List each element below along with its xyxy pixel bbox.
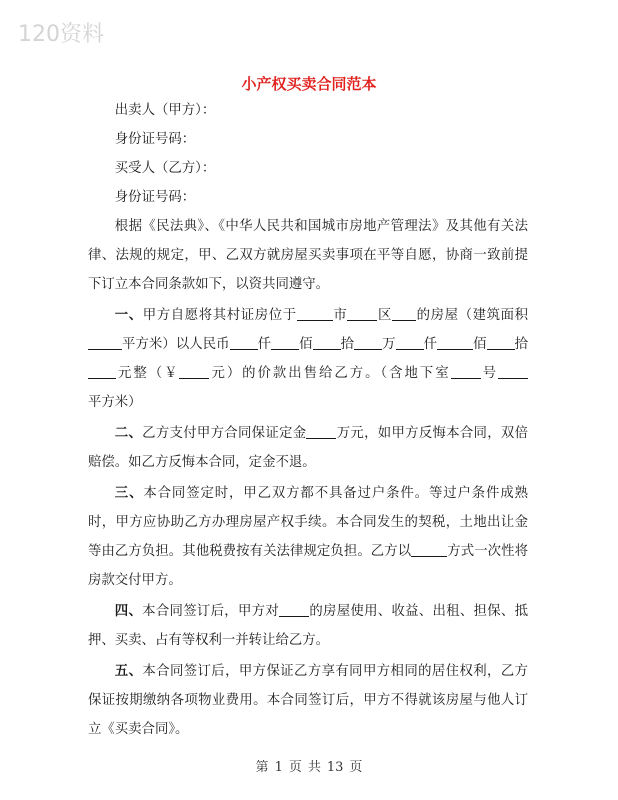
document-title: 小产权买卖合同范本 bbox=[241, 75, 377, 93]
clause-text: 拾 bbox=[340, 337, 355, 352]
clause-text: 乙方支付甲方合同保证定金 bbox=[142, 426, 307, 441]
clause-text: 平方米） bbox=[88, 395, 142, 410]
buyer-line: 买受人（乙方）： bbox=[114, 161, 216, 176]
clause-number: 四、 bbox=[114, 604, 143, 619]
clause-number: 二、 bbox=[114, 426, 143, 441]
blank-field bbox=[411, 542, 447, 557]
clause-3 bbox=[88, 479, 528, 595]
blank-field bbox=[306, 424, 336, 439]
clause-number: 一、 bbox=[114, 308, 143, 323]
blank-field bbox=[88, 335, 122, 350]
clause-text: 的房屋（建筑面积 bbox=[416, 308, 529, 323]
blank-field bbox=[437, 335, 445, 350]
page-number: 1 bbox=[274, 760, 283, 775]
clause-text: 万 bbox=[382, 337, 396, 352]
clause-text: 本合同签订后，甲方保证乙方享有同甲方相同的居住权利，乙方保证按期缴纳各项物业费用。本合同签订后，甲方不得就该房屋与他人订立《买卖合同》。 bbox=[88, 664, 529, 737]
clause-text: 方式一次性将房款交付甲方。 bbox=[88, 544, 529, 588]
clause-text: 元）的价款出售给乙方。（含地下室 bbox=[209, 366, 451, 381]
clause-text: 仟 bbox=[423, 337, 438, 352]
blank-field bbox=[179, 364, 209, 379]
blank-field bbox=[498, 364, 528, 379]
blank-field bbox=[230, 335, 258, 350]
blank-field bbox=[279, 602, 309, 617]
clause-2 bbox=[88, 419, 528, 477]
clause-number: 五、 bbox=[114, 664, 143, 679]
clause-text: 佰 bbox=[473, 337, 487, 352]
blank-field bbox=[347, 306, 377, 321]
blank-field bbox=[271, 335, 299, 350]
clause-text: 甲方自愿将其村证房位于 bbox=[142, 308, 297, 323]
blank-field bbox=[354, 335, 382, 350]
clause-5 bbox=[88, 657, 528, 744]
footer-text: 第 bbox=[255, 760, 269, 775]
clause-number: 三、 bbox=[114, 486, 144, 501]
footer-text: 页 bbox=[288, 760, 302, 775]
blank-field bbox=[451, 364, 481, 379]
clause-text: 平方米）以人民币 bbox=[122, 337, 230, 352]
clause-text: 区 bbox=[377, 308, 393, 323]
blank-field bbox=[396, 335, 424, 350]
clause-text: 本合同签订后，甲方对 bbox=[142, 604, 280, 619]
seller-line: 出卖人（甲方）： bbox=[114, 103, 216, 118]
blank-field bbox=[445, 335, 473, 350]
clause-text: 仟 bbox=[257, 337, 272, 352]
footer-text: 共 bbox=[307, 760, 321, 775]
preamble-paragraph: 根据《民法典》、《中华人民共和国城市房地产管理法》及其他有关法 律、法规的规定，甲、乙双方就房屋买卖事项在平等自愿，协商一致前提下订立本合同条款如下，以资共同遵守。 bbox=[88, 219, 528, 292]
blank-field bbox=[392, 306, 416, 321]
clause-text: 本合同签定时，甲乙双方都不具备过户条件。等过户条件成熟时，甲方应协助乙方办理房屋产权手续。本合同发生的契税，土地出让金等由乙方负担。其他税费按有关法律规定负担。乙方以 bbox=[88, 486, 529, 559]
clause-text: 拾 bbox=[514, 337, 529, 352]
seller-id-line: 身份证号码： bbox=[114, 132, 196, 147]
blank-field bbox=[487, 335, 515, 350]
blank-field bbox=[88, 364, 116, 379]
clause-4 bbox=[88, 597, 528, 655]
watermark-logo: 120资料 bbox=[18, 22, 104, 47]
total-pages: 13 bbox=[326, 760, 344, 775]
clause-text: 佰 bbox=[299, 337, 313, 352]
clause-text: 万元，如甲方反悔本合同，双倍赔偿。如乙方反悔本合同，定金不退。 bbox=[88, 426, 529, 470]
document-body bbox=[88, 96, 528, 746]
blank-field bbox=[297, 306, 333, 321]
footer-text: 页 bbox=[349, 760, 363, 775]
clause-text: 号 bbox=[480, 366, 499, 381]
clause-text: 的房屋使用、收益、出租、担保、抵押、买卖、占有等权利一并转让给乙方。 bbox=[88, 604, 529, 648]
blank-field bbox=[313, 335, 341, 350]
clause-text: 市 bbox=[332, 308, 348, 323]
clause-1 bbox=[88, 301, 528, 417]
clause-text: 元整（￥ bbox=[116, 366, 180, 381]
buyer-id-line: 身份证号码： bbox=[114, 190, 196, 205]
page-footer bbox=[0, 756, 618, 775]
